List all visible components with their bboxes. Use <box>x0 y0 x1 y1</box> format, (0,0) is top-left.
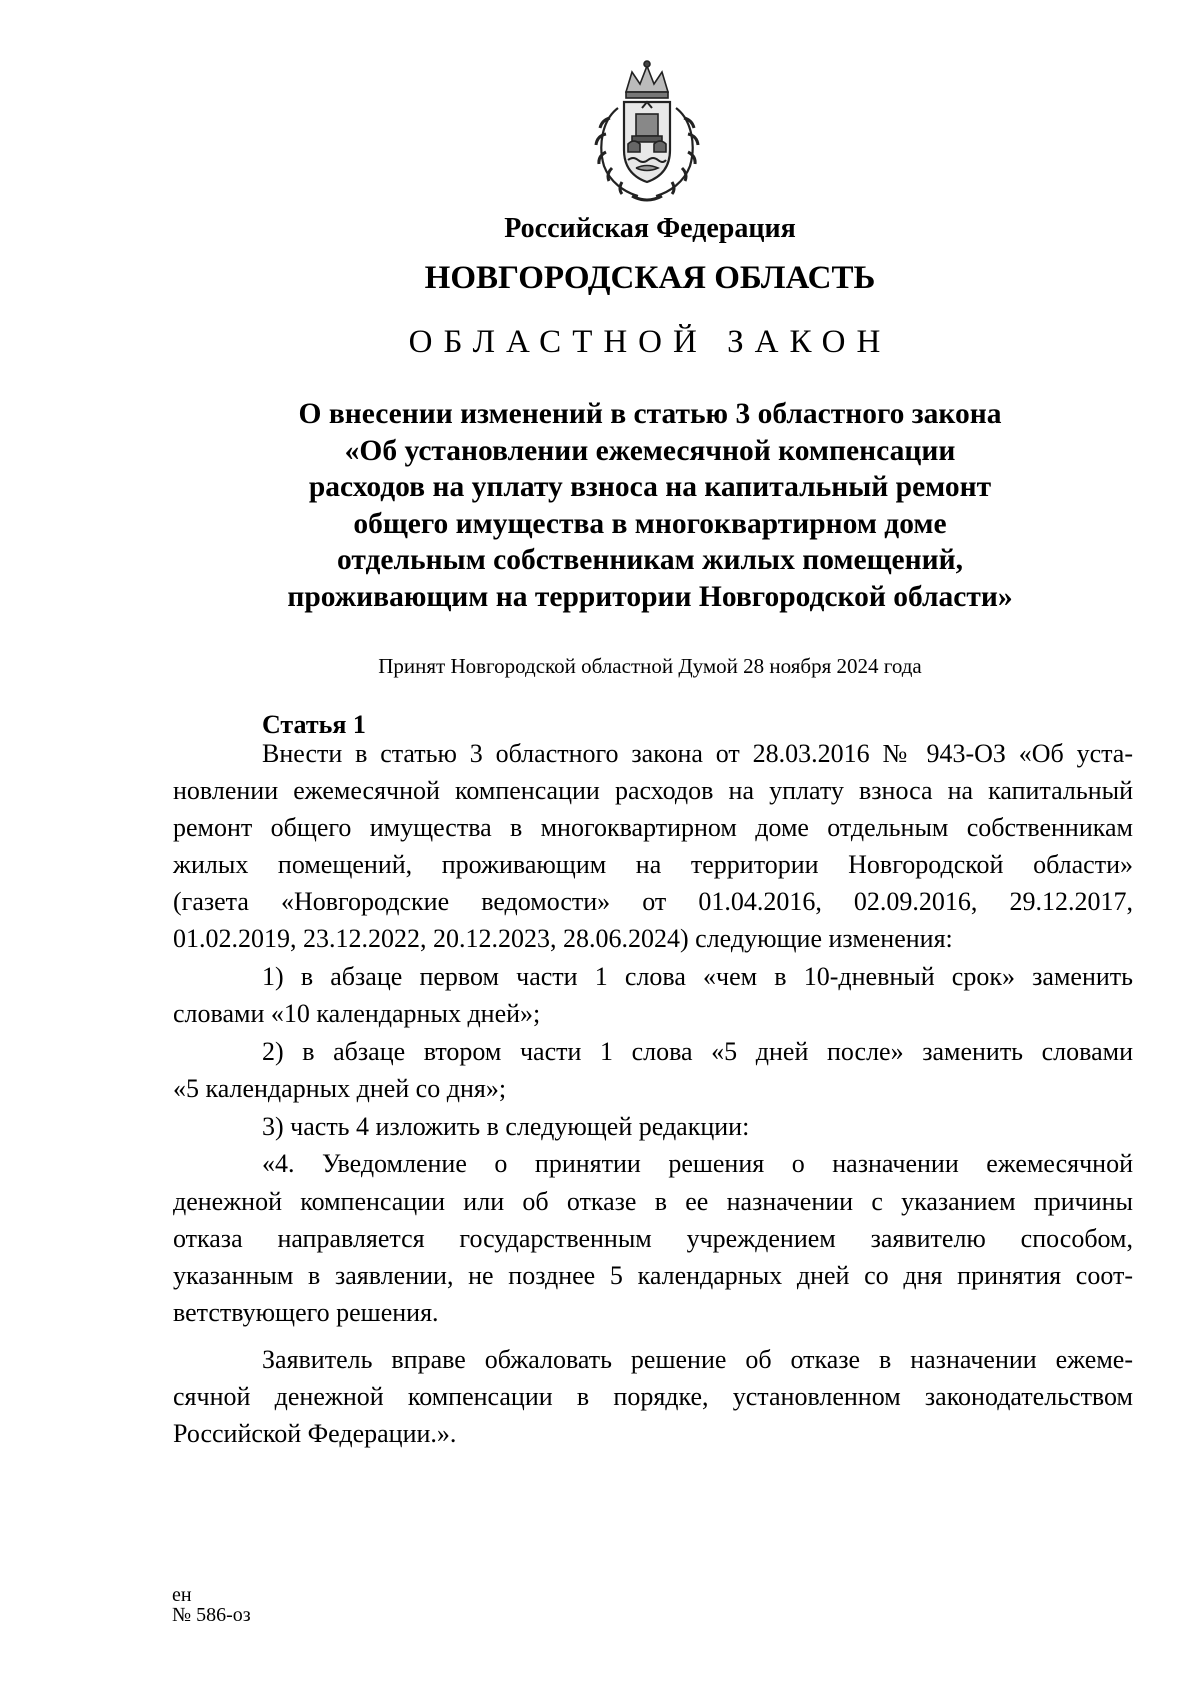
law-title <box>160 396 1140 615</box>
body-line: ремонт общего имущества в многоквартирном доме отдельным собственникам <box>173 813 1133 842</box>
body-line: сячной денежной компенсации в порядке, установленном законодательством <box>173 1382 1133 1411</box>
article-heading: Статья 1 <box>262 710 366 739</box>
law-title-line: расходов на уплату взноса на капитальный ремонт <box>308 471 992 503</box>
region-heading: НОВГОРОДСКАЯ ОБЛАСТЬ <box>424 260 876 296</box>
body-line: словами «10 календарных дней»; <box>173 999 541 1028</box>
body-line: указанным в заявлении, не позднее 5 календарных дней со дня принятия соот- <box>173 1261 1133 1290</box>
body-line: Заявитель вправе обжаловать решение об отказе в назначении ежеме- <box>262 1345 1133 1374</box>
body-line: (газета «Новгородские ведомости» от 01.04.2016, 02.09.2016, 29.12.2017, <box>173 887 1133 916</box>
body-line: «4. Уведомление о принятии решения о назначении ежемесячной <box>262 1149 1133 1178</box>
footer-number: № 586-оз <box>172 1604 251 1626</box>
law-title-line: О внесении изменений в статью 3 областного закона <box>298 398 1002 430</box>
federation-heading: Российская Федерация <box>504 213 796 244</box>
law-type-heading: ОБЛАСТНОЙ ЗАКОН <box>408 324 892 360</box>
body-line: «5 календарных дней со дня»; <box>173 1074 507 1103</box>
law-title-line: отдельным собственникам жилых помещений, <box>337 544 963 576</box>
body-line: Российской Федерации.». <box>173 1419 457 1448</box>
body-line: отказа направляется государственным учреждением заявителю способом, <box>173 1224 1133 1253</box>
law-title-line: проживающим на территории Новгородской области» <box>287 580 1013 613</box>
footer-initials: ен <box>172 1584 192 1606</box>
body-line: 3) часть 4 изложить в следующей редакции: <box>262 1112 750 1141</box>
body-line: 1) в абзаце первом части 1 слова «чем в 10-дневный срок» заменить <box>262 962 1133 991</box>
law-title-line: общего имущества в многоквартирном доме <box>353 507 947 540</box>
adoption-note: Принят Новгородской областной Думой 28 ноября 2024 года <box>378 654 922 678</box>
body-line: 2) в абзаце втором части 1 слова «5 дней после» заменить словами <box>262 1037 1133 1066</box>
body-line: 01.02.2019, 23.12.2022, 20.12.2023, 28.06.2024) следующие изменения: <box>173 924 953 953</box>
body-line: новлении ежемесячной компенсации расходов на уплату взноса на капитальный <box>173 776 1133 805</box>
body-line: жилых помещений, проживающим на территории Новгородской области» <box>173 850 1133 879</box>
body-line: Внести в статью 3 областного закона от 28.03.2016 № 943-ОЗ «Об уста- <box>262 739 1133 768</box>
body-line: ветствующего решения. <box>173 1298 439 1327</box>
coat-of-arms-emblem <box>588 58 706 206</box>
body-line: денежной компенсации или об отказе в ее назначении с указанием причины <box>173 1187 1133 1216</box>
law-title-line: «Об установлении ежемесячной компенсации <box>344 434 956 467</box>
